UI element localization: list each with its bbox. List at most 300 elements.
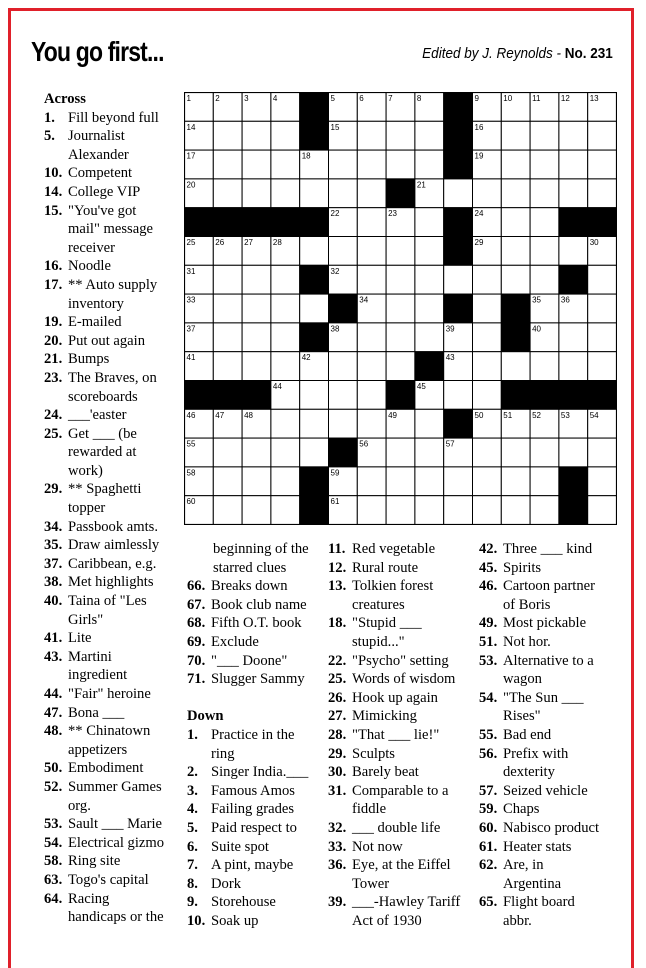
clue (44, 202, 179, 221)
clue-continuation: dexterity (503, 764, 555, 781)
clue-number: 16. (44, 258, 63, 275)
clue-number: 53. (479, 652, 498, 669)
grid-cell[interactable] (271, 409, 300, 438)
grid-cell[interactable] (386, 496, 415, 525)
grid-cell[interactable] (559, 323, 588, 352)
clue-number: 11. (328, 541, 346, 557)
clue (187, 577, 327, 596)
clue-text: ** Auto supply (68, 276, 158, 293)
grid-cell[interactable] (386, 265, 415, 294)
grid-cell[interactable] (242, 121, 271, 150)
grid-cell[interactable] (473, 381, 502, 410)
grid-cell[interactable] (444, 381, 473, 410)
clue-text: Famous Amos (211, 782, 295, 799)
cell-number: 30 (589, 238, 599, 247)
clue (44, 536, 179, 555)
clue-text: Get ___ (be (68, 425, 137, 442)
grid-cell[interactable] (501, 496, 530, 525)
clue (479, 800, 619, 819)
clue (479, 559, 619, 578)
cell-number: 43 (445, 353, 455, 363)
clue-number: 28. (328, 726, 347, 743)
byline-editor: Edited by J. Reynolds - (422, 45, 565, 62)
grid-cell[interactable] (213, 467, 242, 496)
cell-number: 15 (330, 122, 340, 132)
clue-number: 50. (44, 760, 63, 777)
grid-cell[interactable] (501, 467, 530, 496)
grid-cell[interactable] (473, 352, 502, 381)
grid-cell[interactable] (213, 121, 242, 150)
clue-text: Taina of "Les (68, 593, 147, 610)
grid-cell[interactable] (473, 265, 502, 294)
grid-cell[interactable] (415, 265, 444, 294)
cell-number: 12 (560, 94, 570, 103)
clue (328, 540, 474, 559)
grid-block (300, 265, 329, 294)
clue-number: 47. (44, 704, 63, 721)
clue-continuation: inventory (68, 295, 124, 312)
clue (479, 782, 619, 801)
grid-cell[interactable] (530, 352, 559, 381)
cell-number: 4 (272, 94, 278, 103)
grid-cell[interactable] (300, 381, 329, 410)
clue (44, 109, 179, 128)
clue-number: 27. (328, 708, 347, 725)
cell-number: 54 (589, 410, 599, 420)
clue-number: 38. (44, 574, 63, 591)
grid-cell[interactable] (415, 409, 444, 438)
clue-number: 4. (187, 801, 198, 818)
clue-continuation (187, 689, 327, 708)
grid-cell[interactable] (357, 265, 386, 294)
grid-cell[interactable] (271, 179, 300, 208)
grid-cell[interactable] (329, 237, 358, 266)
clue (44, 332, 179, 351)
clue (328, 856, 474, 875)
grid-cell[interactable] (300, 438, 329, 467)
clue-number: 66. (187, 578, 206, 595)
cell-number: 22 (330, 209, 340, 219)
grid-cell[interactable] (271, 496, 300, 525)
crossword-grid[interactable] (184, 92, 617, 525)
clue-number: 42. (479, 541, 498, 557)
clue (44, 369, 179, 388)
grid-cell[interactable] (213, 150, 242, 179)
grid-cell[interactable] (242, 265, 271, 294)
clue-continuation: appetizers (68, 741, 128, 758)
grid-cell[interactable] (271, 150, 300, 179)
grid-cell[interactable] (473, 438, 502, 467)
grid-cell[interactable] (530, 179, 559, 208)
grid-block (559, 208, 588, 237)
grid-cell[interactable] (530, 438, 559, 467)
grid-cell[interactable] (386, 323, 415, 352)
grid-cell[interactable] (357, 179, 386, 208)
clue (187, 893, 327, 912)
grid-cell[interactable] (300, 179, 329, 208)
grid-cell[interactable] (588, 150, 617, 179)
clue-number: 36. (328, 857, 347, 874)
clue (479, 745, 619, 764)
grid-block (588, 208, 617, 237)
grid-cell[interactable] (588, 121, 617, 150)
clue-continuation: stupid..." (352, 633, 405, 650)
grid-cell[interactable] (501, 352, 530, 381)
clue-number: 45. (479, 559, 498, 576)
clue-number: 25. (44, 425, 63, 442)
clue-text: Soak up (211, 912, 259, 929)
clue (187, 670, 327, 689)
clue (328, 670, 474, 689)
clue-number: 9. (187, 894, 198, 911)
grid-cell[interactable] (415, 121, 444, 150)
grid-cell[interactable] (329, 381, 358, 410)
clue-text: Singer India.___ (211, 764, 309, 781)
clue-number: 1. (187, 726, 198, 743)
grid-block (300, 208, 329, 237)
grid-cell[interactable] (501, 121, 530, 150)
clue-number: 25. (328, 671, 347, 688)
grid-block (444, 150, 473, 179)
clue (479, 819, 619, 838)
grid-cell[interactable] (242, 467, 271, 496)
clue-number: 71. (187, 671, 206, 688)
grid-block (386, 381, 415, 410)
clue (44, 573, 179, 592)
grid-cell[interactable] (329, 150, 358, 179)
grid-cell[interactable] (271, 323, 300, 352)
clue-number: 6. (187, 838, 198, 855)
clue-continuation: org. (68, 797, 91, 814)
grid-cell[interactable] (271, 352, 300, 381)
grid-cell[interactable] (357, 121, 386, 150)
grid-cell[interactable] (386, 237, 415, 266)
cell-number: 10 (503, 94, 513, 103)
clue-continuation: abbr. (503, 912, 532, 929)
clue-text: Red vegetable (352, 541, 436, 557)
clue-number: 49. (479, 615, 498, 632)
grid-cell[interactable] (329, 409, 358, 438)
clue-text: Barely beat (352, 764, 419, 781)
grid-cell[interactable] (213, 496, 242, 525)
grid-cell[interactable] (501, 237, 530, 266)
grid-cell[interactable] (271, 467, 300, 496)
grid-cell[interactable] (501, 208, 530, 237)
grid-cell[interactable] (559, 179, 588, 208)
grid-cell[interactable] (473, 179, 502, 208)
clue-continuation: Rises" (503, 708, 541, 725)
clue (328, 819, 474, 838)
grid-cell[interactable] (530, 150, 559, 179)
grid-cell[interactable] (530, 265, 559, 294)
cell-number: 11 (532, 94, 541, 103)
cell-number: 2 (215, 94, 220, 103)
clue-number: 67. (187, 596, 206, 613)
grid-cell[interactable] (242, 179, 271, 208)
grid-cell[interactable] (588, 496, 617, 525)
grid-cell[interactable] (530, 237, 559, 266)
clue-text: Journalist (68, 128, 125, 145)
cell-number: 29 (474, 238, 484, 247)
grid-cell[interactable] (588, 438, 617, 467)
cell-number: 33 (186, 295, 196, 305)
grid-block (559, 496, 588, 525)
grid-cell[interactable] (271, 294, 300, 323)
grid-cell[interactable] (415, 237, 444, 266)
clue-text: "Stupid ___ (352, 615, 422, 632)
grid-block (444, 208, 473, 237)
clue-text: Bona ___ (68, 704, 125, 721)
grid-cell[interactable] (386, 294, 415, 323)
grid-cell[interactable] (559, 121, 588, 150)
grid-cell[interactable] (213, 294, 242, 323)
grid-cell[interactable] (473, 496, 502, 525)
clue-number: 2. (187, 764, 198, 781)
grid-cell[interactable] (357, 409, 386, 438)
cell-number: 39 (445, 324, 455, 334)
clue-continuation: topper (68, 500, 106, 517)
clue-number: 37. (44, 555, 63, 572)
clue-text: Tolkien forest (352, 578, 434, 595)
grid-cell[interactable] (530, 467, 559, 496)
grid-cell[interactable] (213, 179, 242, 208)
grid-cell[interactable] (357, 467, 386, 496)
clue-number: 54. (44, 834, 63, 851)
clue-text: Ring site (68, 853, 121, 870)
grid-cell[interactable] (588, 323, 617, 352)
grid-cell[interactable] (588, 294, 617, 323)
grid-cell[interactable] (473, 467, 502, 496)
clue (44, 759, 179, 778)
grid-block (213, 208, 242, 237)
cell-number: 26 (215, 238, 225, 247)
cell-number: 42 (301, 353, 311, 363)
clue-continuation: ingredient (68, 667, 128, 684)
cell-number: 35 (532, 295, 542, 305)
grid-cell[interactable] (271, 265, 300, 294)
grid-cell[interactable] (357, 352, 386, 381)
clue (328, 782, 474, 801)
clue (44, 871, 179, 890)
grid-cell[interactable] (415, 150, 444, 179)
clue-continuation: of Boris (503, 596, 551, 613)
clue-number: 20. (44, 332, 63, 349)
clue-text: Togo's capital (68, 871, 149, 888)
grid-cell[interactable] (271, 438, 300, 467)
clue-continuation: Act of 1930 (352, 912, 422, 929)
grid-cell[interactable] (242, 150, 271, 179)
grid-cell[interactable] (444, 467, 473, 496)
grid-cell[interactable] (242, 496, 271, 525)
clue-text: ___ double life (352, 819, 441, 836)
clue-text: Cartoon partner (503, 578, 595, 595)
cell-number: 34 (359, 295, 369, 305)
clue-text: Seized vehicle (503, 782, 588, 799)
clue-number: 3. (187, 782, 198, 799)
cell-number: 58 (186, 468, 196, 478)
grid-cell[interactable] (530, 208, 559, 237)
grid-cell[interactable] (329, 352, 358, 381)
cell-number: 3 (244, 94, 249, 103)
grid-cell[interactable] (242, 294, 271, 323)
grid-cell[interactable] (357, 237, 386, 266)
clue (187, 819, 327, 838)
clue (44, 704, 179, 723)
clue-number: 48. (44, 723, 63, 740)
clue (328, 893, 474, 912)
clue-text: College VIP (68, 183, 141, 200)
clue-continuation: Argentina (503, 875, 562, 892)
grid-cell[interactable] (444, 496, 473, 525)
clue-text: ** Chinatown (68, 723, 151, 740)
clue-number: 34. (44, 518, 63, 535)
grid-cell[interactable] (501, 150, 530, 179)
clue-text: Noodle (68, 258, 111, 275)
grid-cell[interactable] (242, 438, 271, 467)
cell-number: 40 (532, 324, 542, 334)
clue (328, 838, 474, 857)
grid-cell[interactable] (501, 179, 530, 208)
clue-number: 5. (44, 128, 55, 145)
grid-cell[interactable] (300, 237, 329, 266)
clue-continuation: Girls" (68, 611, 104, 628)
cell-number: 49 (388, 410, 398, 420)
grid-cell[interactable] (300, 409, 329, 438)
clue-number: 58. (44, 853, 63, 870)
grid-cell[interactable] (415, 496, 444, 525)
clue-text: The Braves, on (68, 369, 157, 386)
grid-block (444, 121, 473, 150)
clue (44, 852, 179, 871)
cell-number: 59 (330, 468, 340, 478)
cell-number: 20 (186, 180, 196, 190)
clue-number: 18. (328, 615, 347, 632)
clue-number: 40. (44, 593, 63, 610)
grid-block (242, 381, 271, 410)
grid-cell[interactable] (559, 150, 588, 179)
clue-text: Suite spot (211, 838, 269, 855)
clue (44, 518, 179, 537)
grid-cell[interactable] (213, 265, 242, 294)
clue-number: 29. (44, 481, 63, 498)
clue (479, 856, 619, 875)
grid-cell[interactable] (242, 352, 271, 381)
grid-cell[interactable] (530, 496, 559, 525)
grid-cell[interactable] (271, 121, 300, 150)
grid-cell[interactable] (386, 467, 415, 496)
clue-number: 64. (44, 890, 63, 907)
cell-number: 24 (474, 209, 484, 219)
clue-text: Mimicking (352, 708, 417, 725)
clue (187, 726, 327, 745)
grid-cell[interactable] (415, 467, 444, 496)
grid-cell[interactable] (473, 294, 502, 323)
grid-cell[interactable] (559, 237, 588, 266)
grid-cell[interactable] (588, 467, 617, 496)
grid-cell[interactable] (357, 496, 386, 525)
grid-cell[interactable] (501, 438, 530, 467)
grid-cell[interactable] (473, 323, 502, 352)
clue-number: 5. (187, 819, 198, 836)
clue-number: 8. (187, 875, 198, 892)
grid-block (559, 467, 588, 496)
grid-cell[interactable] (588, 352, 617, 381)
grid-cell[interactable] (501, 265, 530, 294)
clue-text: Alternative to a (503, 652, 594, 669)
clue (479, 633, 619, 652)
grid-cell[interactable] (329, 179, 358, 208)
grid-cell[interactable] (242, 323, 271, 352)
clue-text: Most pickable (503, 615, 587, 632)
grid-block (588, 381, 617, 410)
grid-cell[interactable] (415, 208, 444, 237)
grid-cell[interactable] (357, 323, 386, 352)
grid-cell[interactable] (213, 438, 242, 467)
clue (328, 689, 474, 708)
clue-number: 12. (328, 559, 347, 576)
grid-cell[interactable] (386, 438, 415, 467)
clue-number: 7. (187, 857, 198, 874)
grid-cell[interactable] (357, 208, 386, 237)
grid-cell[interactable] (559, 352, 588, 381)
clue-number: 41. (44, 630, 63, 647)
grid-cell[interactable] (213, 352, 242, 381)
cell-number: 9 (474, 94, 479, 103)
puzzle-number: No. 231 (564, 45, 613, 62)
clue-continuation: Alexander (68, 146, 129, 163)
clue (44, 722, 179, 741)
grid-cell[interactable] (357, 381, 386, 410)
grid-cell[interactable] (300, 294, 329, 323)
clue (328, 652, 474, 671)
grid-cell[interactable] (588, 265, 617, 294)
clue (44, 890, 179, 909)
clue (44, 183, 179, 202)
clue-text: Sault ___ Marie (68, 816, 163, 833)
clue-number: 23. (44, 369, 63, 386)
cell-number: 56 (359, 439, 369, 449)
grid-cell[interactable] (530, 121, 559, 150)
clue-number: 52. (44, 778, 63, 795)
clue-text: Dork (211, 875, 241, 892)
grid-cell[interactable] (213, 323, 242, 352)
grid-cell[interactable] (588, 179, 617, 208)
clue-number: 14. (44, 183, 63, 200)
grid-cell[interactable] (444, 265, 473, 294)
grid-cell[interactable] (386, 121, 415, 150)
clue-text: Hook up again (352, 689, 438, 706)
grid-block (530, 381, 559, 410)
grid-cell[interactable] (386, 352, 415, 381)
clue-number: 63. (44, 871, 63, 888)
grid-cell[interactable] (415, 438, 444, 467)
clue-text: Sculpts (352, 745, 395, 762)
grid-cell[interactable] (444, 179, 473, 208)
grid-cell[interactable] (415, 294, 444, 323)
clue-column-2 (187, 540, 327, 930)
clue-text: "Fair" heroine (68, 686, 151, 702)
grid-cell[interactable] (559, 438, 588, 467)
clue (187, 838, 327, 857)
cell-number: 25 (186, 238, 196, 247)
grid-cell[interactable] (415, 323, 444, 352)
grid-cell[interactable] (357, 150, 386, 179)
clue (44, 834, 179, 853)
clue (479, 614, 619, 633)
clue-text: Lite (68, 630, 92, 647)
grid-cell[interactable] (386, 150, 415, 179)
grid-block (185, 208, 214, 237)
